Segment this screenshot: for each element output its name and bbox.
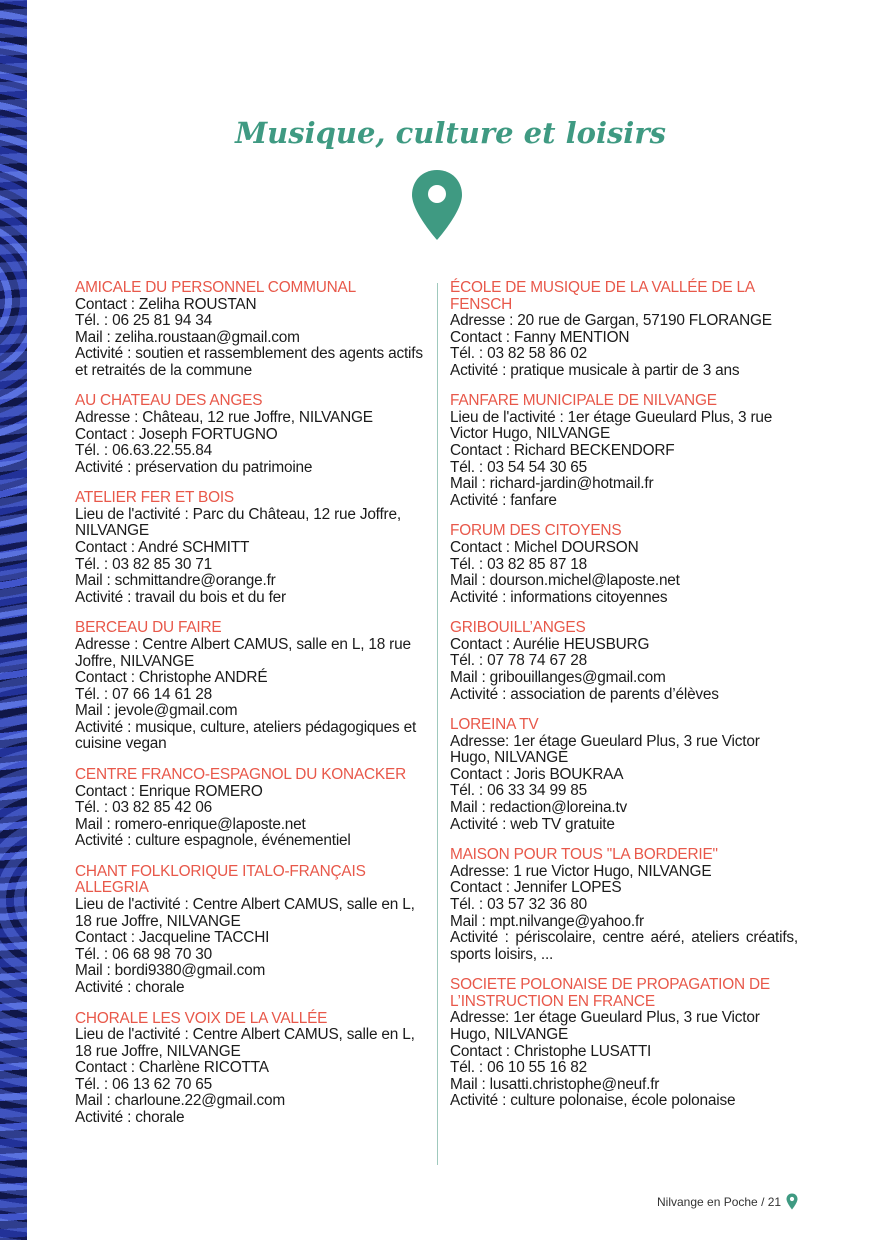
- association-name: CENTRE FRANCO-ESPAGNOL DU KONACKER: [75, 766, 406, 784]
- association-detail-line: Tél. : 06 13 62 70 65: [75, 1075, 212, 1093]
- association-detail-line[interactable]: Mail : schmittandre@orange.fr: [75, 572, 276, 590]
- association-detail-line: Tél. : 03 82 85 30 71: [75, 555, 212, 573]
- left-column: [75, 280, 425, 1141]
- association-entry: [450, 847, 798, 963]
- association-detail-line: Contact : Jennifer LOPES: [450, 879, 622, 897]
- association-detail-line: Activité : culture polonaise, école polonaise: [450, 1092, 736, 1110]
- association-detail-line: Tél. : 07 66 14 61 28: [75, 685, 212, 703]
- association-detail-line: Contact : Christophe ANDRÉ: [75, 669, 268, 687]
- association-entry: [450, 393, 798, 509]
- association-entry: [75, 767, 425, 850]
- association-name: ATELIER FER ET BOIS: [75, 489, 234, 507]
- association-entry: [450, 977, 798, 1110]
- association-detail-line: Activité : culture espagnole, événementiel: [75, 832, 351, 850]
- association-detail-line: Tél. : 06 68 98 70 30: [75, 945, 212, 963]
- association-detail-line: Adresse : Château, 12 rue Joffre, NILVANGE: [75, 408, 373, 426]
- association-detail-line: Tél. : 03 82 85 42 06: [75, 799, 212, 817]
- association-entry: [450, 280, 798, 379]
- association-entry: [450, 523, 798, 606]
- association-detail-line: Lieu de l'activité : 1er étage Gueulard Plus, 3 rue Victor Hugo, NILVANGE: [450, 408, 773, 443]
- association-name: LOREINA TV: [450, 716, 539, 734]
- association-detail-line: Activité : préservation du patrimoine: [75, 458, 313, 476]
- association-detail-line: Contact : André SCHMITT: [75, 539, 250, 557]
- association-detail-line: Activité : informations citoyennes: [450, 588, 668, 606]
- association-detail-line: Contact : Christophe LUSATTI: [450, 1042, 652, 1060]
- association-detail-line: Adresse: 1er étage Gueulard Plus, 3 rue Victor Hugo, NILVANGE: [450, 732, 760, 767]
- association-detail-line[interactable]: Mail : gribouillanges@gmail.com: [450, 669, 666, 686]
- association-detail-line: Tél. : 06 33 34 99 85: [450, 782, 587, 800]
- association-detail-line: Tél. : 03 57 32 36 80: [450, 895, 587, 913]
- association-entry: [75, 1011, 425, 1127]
- association-name: AU CHATEAU DES ANGES: [75, 392, 263, 410]
- association-detail-line[interactable]: Mail : bordi9380@gmail.com: [75, 962, 266, 980]
- association-detail-line: Tél. : 03 82 85 87 18: [450, 555, 587, 573]
- association-detail-line: Adresse : Centre Albert CAMUS, salle en L, 18 rue Joffre, NILVANGE: [75, 635, 411, 670]
- association-detail-line[interactable]: Mail : romero-enrique@laposte.net: [75, 815, 306, 833]
- association-detail-line: Contact : Charlène RICOTTA: [75, 1059, 269, 1077]
- association-name: CHANT FOLKLORIQUE ITALO-FRANÇAIS ALLEGRIA: [75, 862, 366, 897]
- association-detail-line: Activité : périscolaire, centre aéré, ateliers créatifs, sports loisirs, ...: [450, 929, 798, 963]
- association-detail-line: Activité : chorale: [75, 1108, 185, 1126]
- association-name: FORUM DES CITOYENS: [450, 522, 622, 540]
- association-detail-line: Tél. : 06 25 81 94 34: [75, 312, 212, 330]
- association-name: BERCEAU DU FAIRE: [75, 619, 222, 637]
- association-entry: [75, 620, 425, 753]
- association-detail-line[interactable]: Mail : jevole@gmail.com: [75, 702, 238, 720]
- association-detail-line: Contact : Michel DOURSON: [450, 538, 639, 556]
- association-detail-line: Activité : musique, culture, ateliers pédagogiques et cuisine vegan: [75, 718, 417, 753]
- association-name: AMICALE DU PERSONNEL COMMUNAL: [75, 279, 356, 296]
- association-entry: [75, 490, 425, 606]
- association-detail-line: Contact : Enrique ROMERO: [75, 782, 263, 800]
- association-detail-line: Tél. : 06 10 55 16 82: [450, 1059, 587, 1077]
- association-detail-line: Lieu de l'activité : Parc du Château, 12 rue Joffre, NILVANGE: [75, 505, 401, 540]
- association-detail-line: Lieu de l'activité : Centre Albert CAMUS, salle en L, 18 rue Joffre, NILVANGE: [75, 1026, 415, 1060]
- association-detail-line: Contact : Fanny MENTION: [450, 328, 630, 346]
- association-detail-line: Lieu de l'activité : Centre Albert CAMUS, salle en L, 18 rue Joffre, NILVANGE: [75, 895, 415, 930]
- association-detail-line: Tél. : 03 82 58 86 02: [450, 345, 587, 363]
- association-name: MAISON POUR TOUS "LA BORDERIE": [450, 846, 718, 864]
- association-detail-line: Activité : fanfare: [450, 491, 557, 509]
- association-entry: [450, 717, 798, 833]
- association-name: ÉCOLE DE MUSIQUE DE LA VALLÉE DE LA FENSCH: [450, 279, 755, 313]
- association-detail-line: Contact : Joris BOUKRAA: [450, 765, 624, 783]
- association-detail-line: Activité : web TV gratuite: [450, 815, 615, 833]
- association-detail-line: Tél. : 07 78 74 67 28: [450, 652, 587, 670]
- column-divider: [437, 283, 438, 1165]
- association-detail-line: Activité : soutien et rassemblement des agents actifs et retraités de la commune: [75, 345, 423, 379]
- association-detail-line: Contact : Joseph FORTUGNO: [75, 425, 278, 443]
- association-entry: [75, 280, 425, 379]
- association-detail-line: Adresse: 1er étage Gueulard Plus, 3 rue Victor Hugo, NILVANGE: [450, 1009, 760, 1043]
- association-detail-line: Contact : Jacqueline TACCHI: [75, 929, 270, 947]
- page-title: Musique, culture et loisirs: [235, 116, 666, 151]
- association-detail-line: Contact : Zeliha ROUSTAN: [75, 295, 257, 313]
- association-name: CHORALE LES VOIX DE LA VALLÉE: [75, 1009, 328, 1027]
- page-footer: Nilvange en Poche / 21: [657, 1195, 782, 1209]
- association-detail-line[interactable]: Mail : redaction@loreina.tv: [450, 799, 628, 817]
- footer-pin-icon: [786, 1193, 798, 1210]
- association-detail-line[interactable]: Mail : zeliha.roustaan@gmail.com: [75, 328, 300, 346]
- association-detail-line: Contact : Aurélie HEUSBURG: [450, 635, 650, 653]
- association-detail-line[interactable]: Mail : charloune.22@gmail.com: [75, 1092, 285, 1110]
- association-detail-line: Activité : pratique musicale à partir de 3 ans: [450, 361, 740, 379]
- association-name: SOCIETE POLONAISE DE PROPAGATION DE L’INSTRUCTION EN FRANCE: [450, 976, 770, 1010]
- association-detail-line[interactable]: Mail : richard-jardin@hotmail.fr: [450, 475, 654, 493]
- association-name: GRIBOUILL’ANGES: [450, 619, 586, 637]
- association-detail-line: Activité : travail du bois et du fer: [75, 588, 286, 606]
- association-detail-line: Contact : Richard BECKENDORF: [450, 442, 675, 460]
- right-column: [450, 280, 798, 1124]
- association-detail-line: Activité : chorale: [75, 978, 185, 996]
- association-detail-line: Adresse : 20 rue de Gargan, 57190 FLORANGE: [450, 312, 772, 329]
- association-detail-line[interactable]: Mail : dourson.michel@laposte.net: [450, 572, 680, 590]
- location-pin-icon: [410, 168, 464, 242]
- association-detail-line[interactable]: Mail : lusatti.christophe@neuf.fr: [450, 1075, 660, 1093]
- association-detail-line: Adresse: 1 rue Victor Hugo, NILVANGE: [450, 862, 712, 880]
- association-detail-line[interactable]: Mail : mpt.nilvange@yahoo.fr: [450, 912, 644, 930]
- decorative-side-band: [0, 0, 27, 1240]
- association-detail-line: Tél. : 03 54 54 30 65: [450, 458, 587, 476]
- association-entry: [450, 620, 798, 703]
- association-detail-line: Tél. : 06.63.22.55.84: [75, 442, 212, 460]
- association-entry: [75, 864, 425, 997]
- association-detail-line: Activité : association de parents d’élèves: [450, 685, 719, 703]
- association-entry: [75, 393, 425, 476]
- association-name: FANFARE MUNICIPALE DE NILVANGE: [450, 392, 717, 410]
